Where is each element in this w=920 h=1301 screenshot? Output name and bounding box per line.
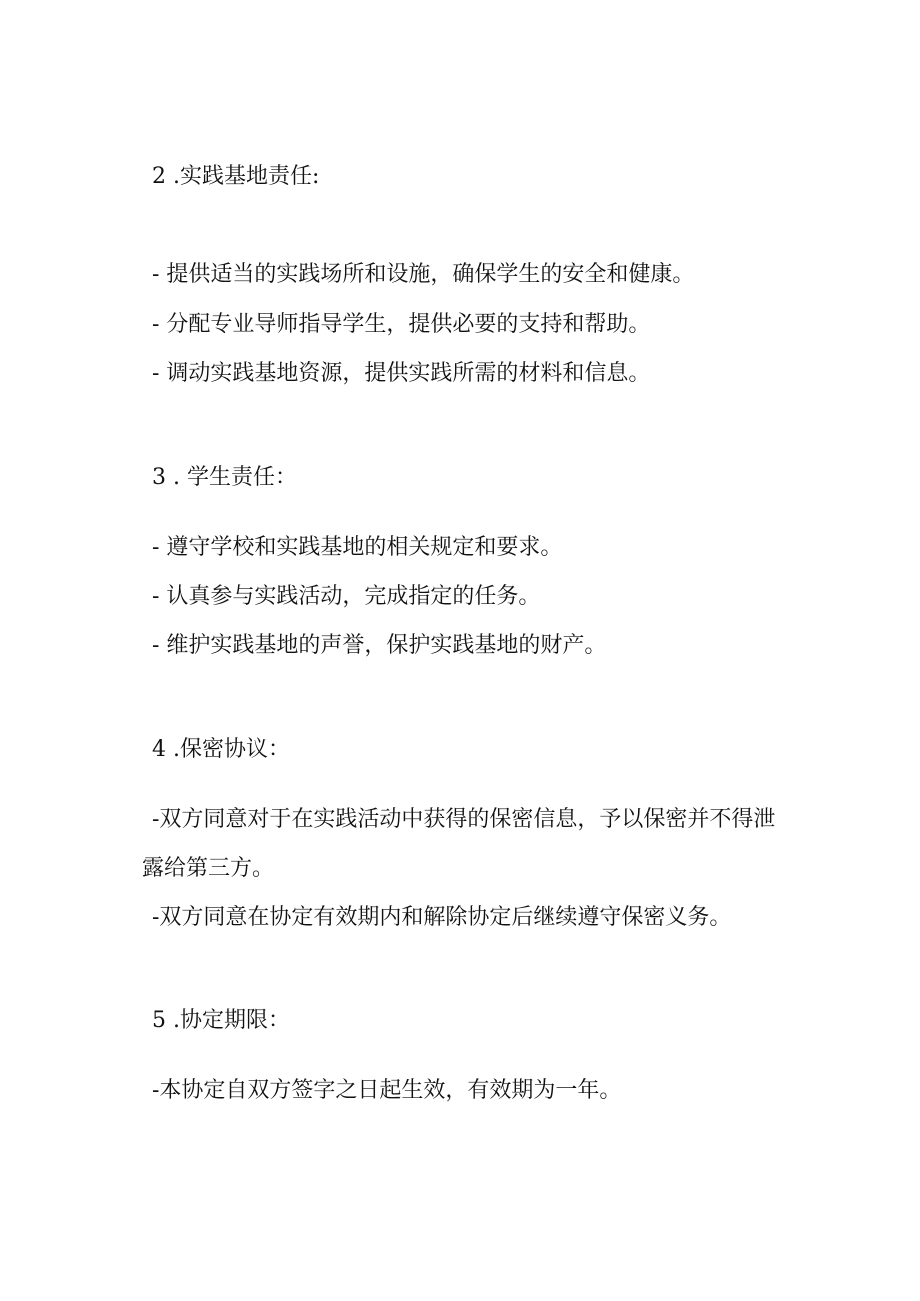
section-4-item-2: -双方同意在协定有效期内和解除协定后继续遵守保密义务。 (152, 905, 732, 930)
section-2-item-3: - 调动实践基地资源，提供实践所需的材料和信息。 (152, 361, 651, 386)
section-heading-2: 2 .实践基地责任: (152, 164, 320, 189)
section-2-item-1: - 提供适当的实践场所和设施，确保学生的安全和健康。 (152, 262, 695, 287)
section-4-item-1-continuation: 露给第三方。 (142, 856, 275, 881)
section-heading-4: 4 .保密协议： (152, 737, 290, 762)
section-5-item-1: -本协定自双方签字之日起生效，有效期为一年。 (152, 1078, 622, 1103)
section-3-item-2: - 认真参与实践活动，完成指定的任务。 (152, 584, 541, 609)
section-3-item-1: - 遵守学校和实践基地的相关规定和要求。 (152, 535, 563, 560)
section-3-item-3: - 维护实践基地的声誉，保护实践基地的财产。 (152, 633, 607, 658)
section-4-item-1: -双方同意对于在实践活动中获得的保密信息，予以保密并不得泄 (152, 807, 776, 832)
section-heading-5: 5 .协定期限： (152, 1008, 290, 1033)
section-2-item-2: - 分配专业导师指导学生，提供必要的支持和帮助。 (152, 312, 651, 337)
section-heading-3: 3 . 学生责任： (152, 465, 297, 490)
